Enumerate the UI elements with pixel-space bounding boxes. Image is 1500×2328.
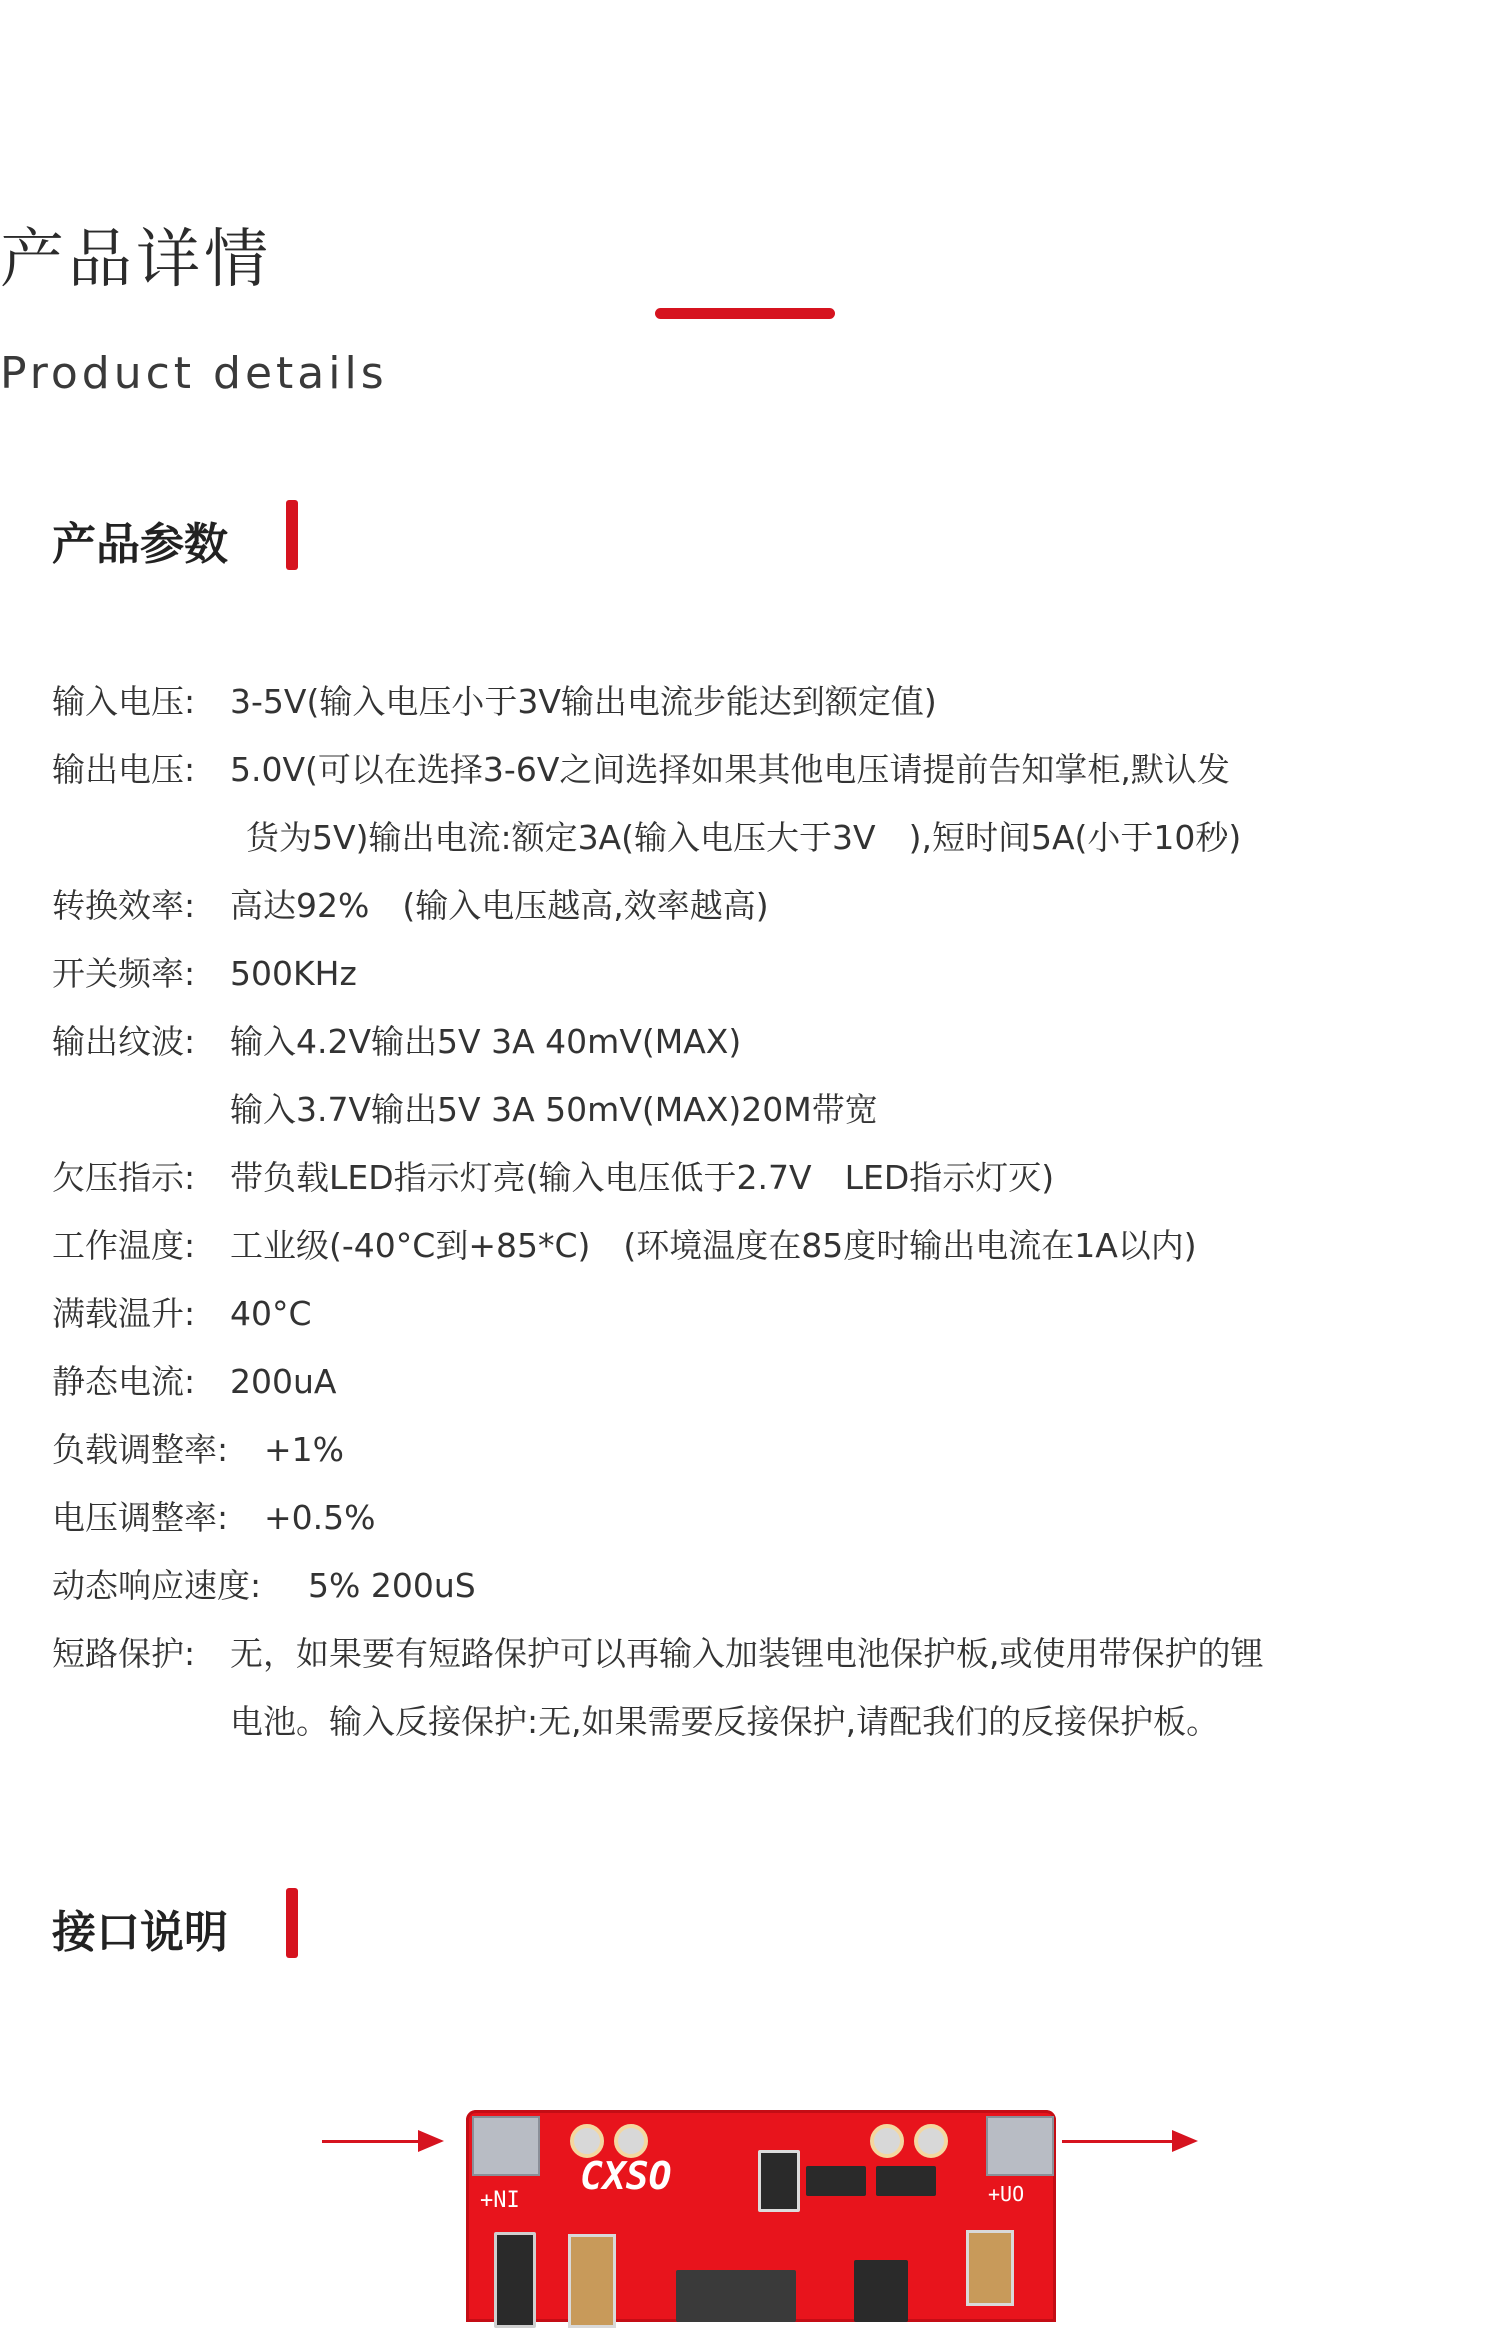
param-value: 3-5V(输入电压小于3V输出电流步能达到额定值) [230,682,937,721]
param-value: 电池。输入反接保护:无,如果需要反接保护,请配我们的反接保护板。 [230,1702,1220,1741]
output-pad [986,2116,1054,2176]
param-label: 短路保护: [52,1634,196,1673]
param-value: 无，如果要有短路保护可以再输入加装锂电池保护板,或使用带保护的锂 [230,1634,1264,1673]
param-row [52,1348,1472,1416]
param-row [52,1212,1472,1280]
output-arrow-icon [1172,2130,1198,2152]
params-list [52,668,1472,1756]
param-row [52,1620,1472,1688]
param-label: 输出纹波: [52,1022,196,1061]
param-label: 欠压指示: [52,1158,196,1197]
param-row-continued [52,1688,1472,1756]
param-row [52,1484,1472,1552]
param-label: 负载调整率: [52,1430,229,1469]
param-value: 5% 200uS [308,1566,476,1605]
param-row [52,1416,1472,1484]
param-row [52,940,1472,1008]
page-title-cn: 产品详情 [0,223,272,297]
mount-hole [870,2124,904,2158]
pcb-board [466,2110,1056,2322]
param-value: 输入4.2V输出5V 3A 40mV(MAX) [230,1022,742,1061]
param-row [52,736,1472,804]
param-value: 5.0V(可以在选择3-6V之间选择如果其他电压请提前告知掌柜,默认发 [230,750,1230,789]
param-value: 输入3.7V输出5V 3A 50mV(MAX)20M带宽 [230,1090,878,1129]
in-label: +NI [480,2188,520,2213]
resistor [876,2166,936,2196]
mount-hole [614,2124,648,2158]
title-underline [655,308,835,319]
board-logo: CXSO [580,2154,672,2198]
param-label: 满载温升: [52,1294,196,1333]
page-title-en: Product details [0,348,388,399]
param-value: 货为5V)输出电流:额定3A(输入电压大于3V ),短时间5A(小于10秒) [246,818,1242,857]
param-value: 高达92% (输入电压越高,效率越高) [230,886,769,925]
param-row [52,1552,1472,1620]
param-label: 动态响应速度: [52,1566,262,1605]
param-value: 500KHz [230,954,357,993]
param-row-continued [52,1076,1472,1144]
capacitor [568,2234,616,2328]
param-label: 工作温度: [52,1226,196,1265]
param-value: +0.5% [264,1498,376,1537]
param-label: 电压调整率: [52,1498,229,1537]
out-label: +UO [988,2182,1025,2206]
section-title-interface: 接口说明 [52,1907,228,1958]
param-label: 输出电压: [52,750,196,789]
ic-chip [854,2260,908,2322]
param-row [52,1280,1472,1348]
diode [494,2232,536,2328]
mount-hole [570,2124,604,2158]
param-row [52,1008,1472,1076]
input-pad [472,2116,540,2176]
resistor [806,2166,866,2196]
section-title-params: 产品参数 [52,519,228,570]
param-row [52,668,1472,736]
input-arrow-icon [418,2130,444,2152]
param-value: 带负载LED指示灯亮(输入电压低于2.7V LED指示灯灭) [230,1158,1055,1197]
param-value: 200uA [230,1362,337,1401]
param-row-continued [52,804,1472,872]
output-arrow-line [1062,2140,1172,2143]
param-value: 工业级(-40°C到+85*C) (环境温度在85度时输出电流在1A以内) [230,1226,1197,1265]
param-value: 40°C [230,1294,312,1333]
inductor [676,2270,796,2322]
input-arrow-line [322,2140,418,2143]
param-row [52,872,1472,940]
param-label: 转换效率: [52,886,196,925]
mount-hole [914,2124,948,2158]
param-label: 静态电流: [52,1362,196,1401]
param-value: +1% [264,1430,345,1469]
led-indicator [758,2150,800,2212]
capacitor [966,2230,1014,2306]
param-row [52,1144,1472,1212]
param-label: 开关频率: [52,954,196,993]
section-accent-bar [286,500,298,570]
param-label: 输入电压: [52,682,196,721]
section-accent-bar [286,1888,298,1958]
